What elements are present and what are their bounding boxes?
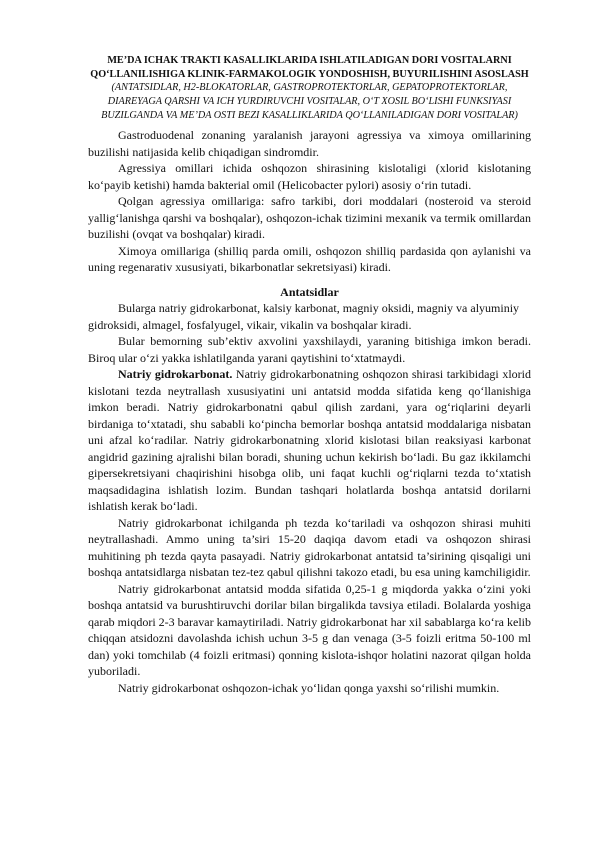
section-heading: Antatsidlar [280, 284, 339, 299]
section-paragraph-6: Natriy gidrokarbonat oshqozon-ichak yo‘lidan qonga yaxshi so‘rilishi mumkin. [118, 680, 500, 695]
document-title: ME’DA ICHAK TRAKTI KASALLIKLARIDA ISHLATILADIGAN DORI VOSITALARNI QO‘LLANILISHIGA KLINIK-FARMAKOLOGIK YONDOSHISH, BUYURILISHINI ASOSLASH [90, 55, 529, 80]
document-page [88, 54, 531, 696]
intro-paragraph-2: Agressiya omillari ichida oshqozon shirasining kislotaligi (xlorid kislotaning ko‘payib ketishi) hamda bakterial omil (Helicobacter pylori) asosiy o‘rin tutadi. [88, 161, 531, 192]
section-paragraph-4: Natriy gidrokarbonat ichilganda ph tezda ko‘tariladi va oshqozon shirasi muhiti neytrallashadi. Ammo uning ta’siri 15-20 daqiqa davom etadi va oshqozon shirasi muhitining ph tezda qayta pasayadi. Natriy gidrokarbonat antatsid ta’sirining qisqaligi uni boshqa antatsidlarga nisbatan tez-tez qabul qilishni takozo etadi, bu esa uning kamchiligidir. [88, 515, 531, 580]
section-paragraph-1: Bularga natriy gidrokarbonat, kalsiy karbonat, magniy oksidi, magniy va alyuminiy gidroksidi, almagel, fosfalyugel, vikair, vikalin va boshqalar kiradi. [88, 301, 520, 332]
intro-paragraph-1: Gastroduodenal zonaning yaralanish jarayoni agressiya va ximoya omillarining buzilishi natijasida kelib chiqadigan sindromdir. [88, 128, 531, 159]
intro-paragraph-4: Ximoya omillariga (shilliq parda omili, oshqozon shilliq pardasida qon aylanishi va uning regenarativ xususiyati, bikarbonatlar sekretsiyasi) kiradi. [88, 243, 531, 275]
intro-paragraph-3: Qolgan agressiya omillariga: safro tarkibi, dori moddalari (nosteroid va steroid yallig‘lanishga qarshi va boshqalar), oshqozon-ichak tizimini mexanik va termik omillardan buzilishi (ovqat va boshqalar) kiradi. [88, 194, 531, 242]
section-paragraph-5: Natriy gidrokarbonat antatsid modda sifatida 0,25-1 g miqdorda yakka o‘zini yoki boshqa antatsid va burushtiruvchi dorilar bilan birgalikda tavsiya etiladi. Bolalarda yoshiga qarab miqdori 2-3 baravar kamaytiriladi. Natriy gidrokarbonat har xil sabablarga ko‘ra kelib chiqqan atsidozni davolashda ichish uchun 3-5 g dan venaga (3-5 foizli eritma 50-100 ml dan) yoki tomchilab (4 foizli eritmasi) qonning kislota-ishqor holatini nazorat qilgan holda yuboriladi. [88, 581, 531, 679]
document-subtitle: (ANTATSIDLAR, H2-BLOKATORLAR, GASTROPROTEKTORLAR, GEPATOPROTEKTORLAR, DIAREYAGA QARSHI VA ICH YURDIRUVCHI VOSITALAR, O‘T XOSIL BO‘LISHI FUNKSIYASI BUZILGANDA VA ME’DA OSTI BEZI KASALLIKLARIDA QO‘LLANILADIGAN DORI VOSITALAR) [101, 82, 518, 122]
section-paragraph-2: Bular bemorning sub’ektiv axvolini yaxshilaydi, yaraning bitishiga imkon beradi. Biroq ular o‘zi yakka ishlatilganda yarani qaytishini to‘xtatmaydi. [88, 334, 531, 365]
section-paragraph-3 [88, 366, 531, 515]
paragraph-text: Natriy gidrokarbonatning oshqozon shirasi tarkibidagi xlorid kislotani tezda neytrallash xususiyatini uni antatsid modda sifatida keng qo‘llanishiga imkon beradi. Natriy gidrokarbonatni qabul qilish zardani, yara og‘riqlarini deyarli birdaniga to‘xtatadi, shu sababli ko‘pincha bemorlar boshqa antatsid moddalariga nisbatan uni afzal ko‘radilar. Natriy gidrokarbonatning xlorid kislotasi bilan reaksiyasi karbonat angidrid gazining ajralishi bilan boradi, shuning uchun kekirish bo‘ladi. Bu gaz ikkilamchi gipersekretsiyani chaqirishini hisobga olib, uni faqat kuchli og‘riqlarni tezda to‘xtatish maqsadidagina ishlatish lozim. Bundan tashqari holatlarda boshqa antatsid dorilarni ishlatish kerak bo‘ladi. [88, 367, 531, 514]
bold-term: Natriy gidrokarbonat. [118, 367, 233, 382]
